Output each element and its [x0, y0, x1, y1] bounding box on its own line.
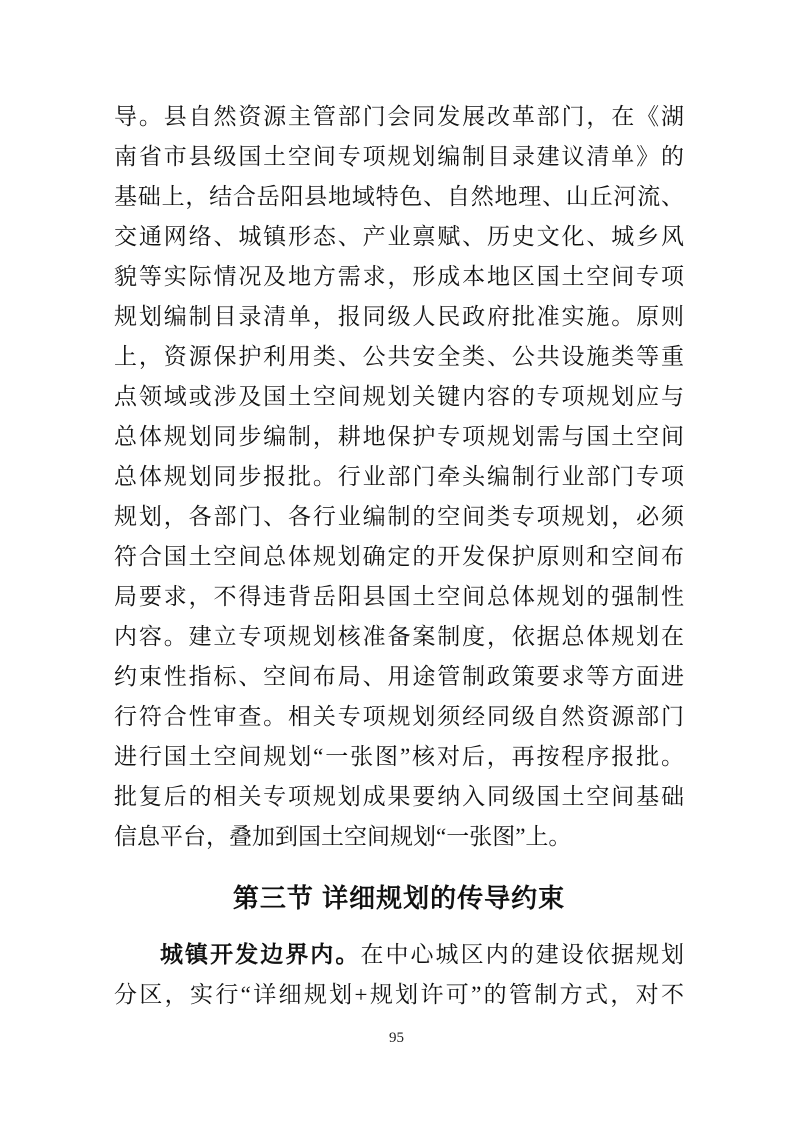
paragraph-line: 批复后的相关专项规划成果要纳入同级国土空间基础 — [114, 784, 684, 809]
paragraph-line: 点领域或涉及国土空间规划关键内容的专项规划应与 — [114, 384, 684, 409]
paragraph-line — [114, 935, 684, 975]
paragraph-line: 南省市县级国土空间专项规划编制目录建议清单》的 — [114, 144, 684, 169]
paragraph-line: 总体规划同步编制，耕地保护专项规划需与国土空间 — [114, 424, 684, 449]
paragraph-line: 进行国土空间规划“一张图”核对后，再按程序报批。 — [114, 744, 684, 769]
paragraph-line: 貌等实际情况及地方需求，形成本地区国土空间专项 — [114, 264, 684, 289]
paragraph-line: 规划，各部门、各行业编制的空间类专项规划，必须 — [114, 504, 684, 529]
paragraph-line: 规划编制目录清单，报同级人民政府批准实施。原则 — [114, 304, 684, 329]
paragraph-line: 导。县自然资源主管部门会同发展改革部门，在《湖 — [114, 104, 684, 129]
paragraph-line: 基础上，结合岳阳县地域特色、自然地理、山丘河流、 — [114, 184, 684, 209]
page-number: 95 — [389, 1030, 404, 1046]
paragraph-line: 总体规划同步报批。行业部门牵头编制行业部门专项 — [114, 464, 684, 489]
section-heading: 第三节 详细规划的传导约束 — [232, 883, 566, 913]
paragraph-text: 在中心城区内的建设依据规划 — [360, 942, 684, 967]
body-paragraph — [114, 97, 684, 857]
paragraph-line: 符合国土空间总体规划确定的开发保护原则和空间布 — [114, 544, 684, 569]
paragraph-line: 交通网络、城镇形态、产业禀赋、历史文化、城乡风 — [114, 224, 684, 249]
paragraph-lead-bold: 城镇开发边界内。 — [160, 942, 361, 967]
paragraph-line: 分区，实行“详细规划+规划许可”的管制方式，对不 — [114, 982, 684, 1007]
paragraph-line: 上，资源保护利用类、公共安全类、公共设施类等重 — [114, 344, 684, 369]
paragraph-line: 约束性指标、空间布局、用途管制政策要求等方面进 — [114, 664, 684, 689]
paragraph-line: 内容。建立专项规划核准备案制度，依据总体规划在 — [114, 624, 684, 649]
body-paragraph-2 — [114, 935, 684, 1015]
text-block — [114, 97, 684, 1015]
paragraph-line: 行符合性审查。相关专项规划须经同级自然资源部门 — [114, 704, 684, 729]
paragraph-line: 局要求，不得违背岳阳县国土空间总体规划的强制性 — [114, 584, 684, 609]
paragraph-line: 信息平台，叠加到国土空间规划“一张图”上。 — [114, 824, 572, 849]
